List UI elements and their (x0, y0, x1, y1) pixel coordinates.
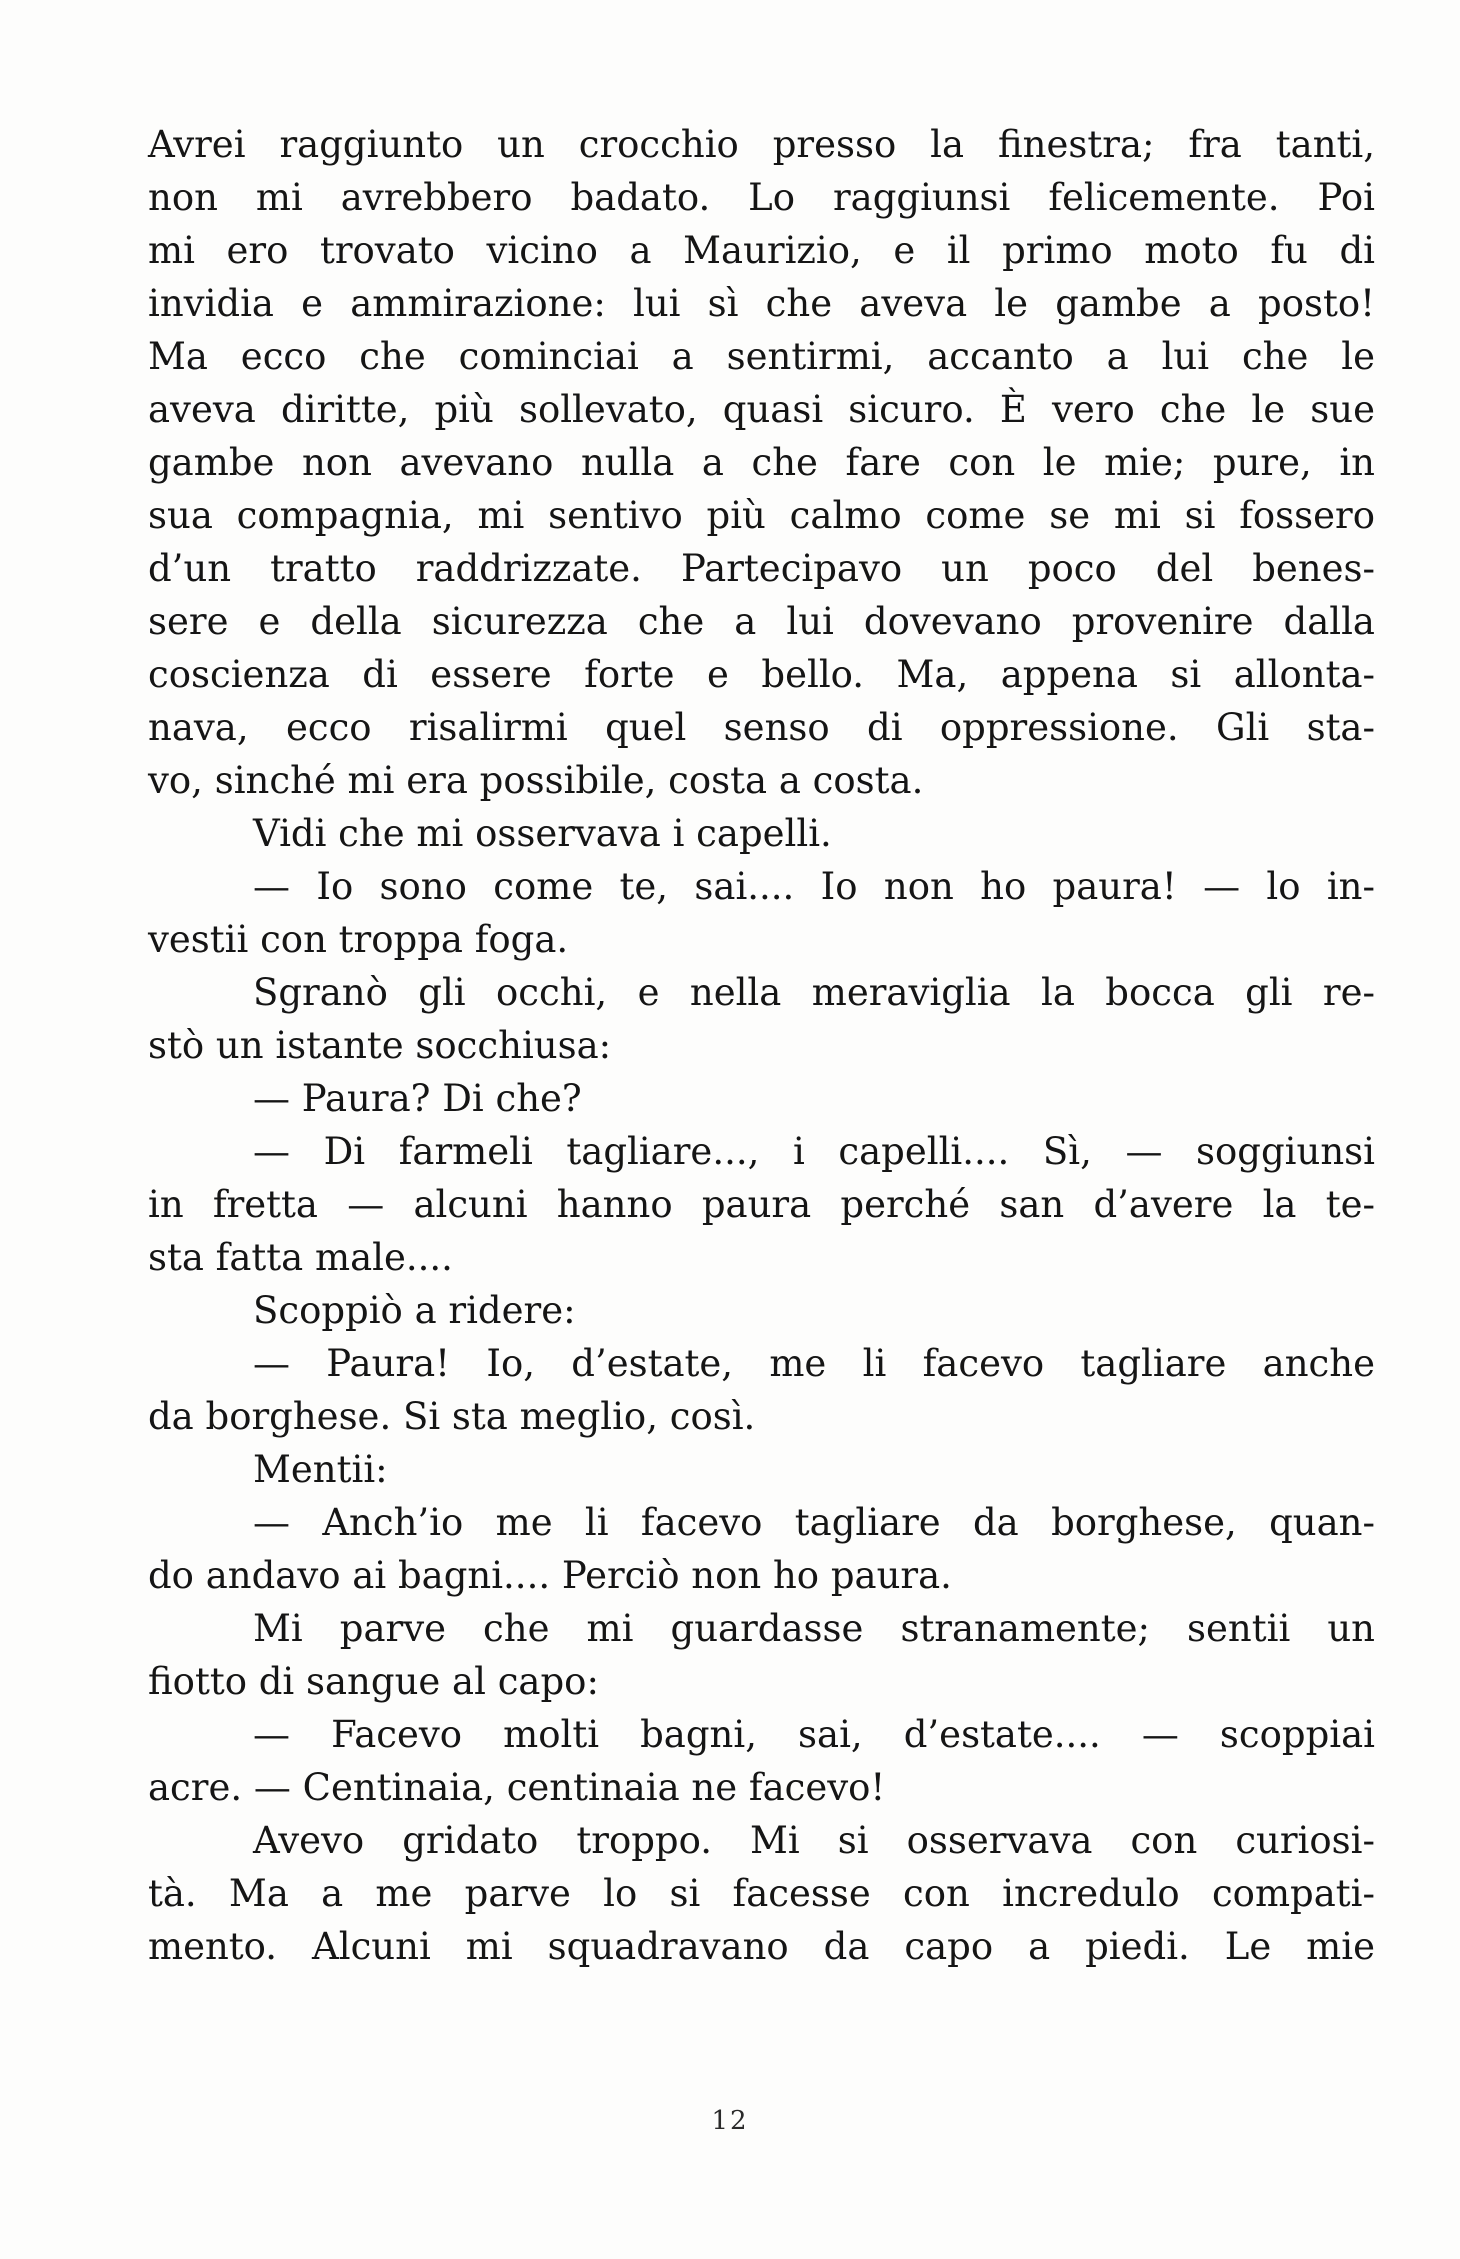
text-line: Scoppiò a ridere: (253, 1289, 576, 1332)
text-line: mento. Alcuni mi squadravano da capo a piedi. Le mie (148, 1925, 1375, 1968)
text-line: — Anch’io me li facevo tagliare da borghese, quan- (253, 1501, 1375, 1544)
text-line: da borghese. Si sta meglio, così. (148, 1395, 756, 1438)
body-text (148, 118, 1375, 1973)
text-line: coscienza di essere forte e bello. Ma, appena si allonta- (148, 653, 1375, 696)
text-line: vo, sinché mi era possibile, costa a costa. (148, 759, 924, 802)
text-line: Ma ecco che cominciai a sentirmi, accanto a lui che le (148, 335, 1375, 378)
text-line: sta fatta male.... (148, 1236, 453, 1279)
text-line: stò un istante socchiusa: (148, 1024, 612, 1067)
text-line: Avevo gridato troppo. Mi si osservava con curiosi- (253, 1819, 1375, 1862)
text-line: Mi parve che mi guardasse stranamente; sentii un (253, 1607, 1375, 1650)
text-line: nava, ecco risalirmi quel senso di oppressione. Gli sta- (148, 706, 1375, 749)
text-line: Sgranò gli occhi, e nella meraviglia la bocca gli re- (253, 971, 1375, 1014)
text-line: Mentii: (253, 1448, 388, 1491)
text-line: d’un tratto raddrizzate. Partecipavo un poco del benes- (148, 547, 1375, 590)
text-line: invidia e ammirazione: lui sì che aveva le gambe a posto! (148, 282, 1375, 325)
text-line: fiotto di sangue al capo: (148, 1660, 599, 1703)
text-line: tà. Ma a me parve lo si facesse con incredulo compati- (148, 1872, 1375, 1915)
text-line: gambe non avevano nulla a che fare con le mie; pure, in (148, 441, 1375, 484)
text-line: do andavo ai bagni.... Perciò non ho paura. (148, 1554, 952, 1597)
text-line: sere e della sicurezza che a lui dovevano provenire dalla (148, 600, 1375, 643)
text-line: vestii con troppa foga. (148, 918, 569, 961)
text-line: — Paura? Di che? (253, 1077, 582, 1120)
text-line: non mi avrebbero badato. Lo raggiunsi felicemente. Poi (148, 176, 1375, 219)
text-line: — Paura! Io, d’estate, me li facevo tagliare anche (253, 1342, 1375, 1385)
text-line: Vidi che mi osservava i capelli. (253, 812, 832, 855)
text-line: — Facevo molti bagni, sai, d’estate.... — scoppiai (253, 1713, 1375, 1756)
text-line: Avrei raggiunto un crocchio presso la finestra; fra tanti, (148, 123, 1375, 166)
text-line: — Io sono come te, sai.... Io non ho paura! — lo in- (253, 865, 1375, 908)
text-line: mi ero trovato vicino a Maurizio, e il primo moto fu di (148, 229, 1375, 272)
page-number: 12 (711, 2106, 749, 2136)
text-line: acre. — Centinaia, centinaia ne facevo! (148, 1766, 886, 1809)
text-line: aveva diritte, più sollevato, quasi sicuro. È vero che le sue (148, 388, 1375, 431)
text-line: in fretta — alcuni hanno paura perché san d’avere la te- (148, 1183, 1375, 1226)
text-line: sua compagnia, mi sentivo più calmo come se mi si fossero (148, 494, 1375, 537)
text-line: — Di farmeli tagliare..., i capelli.... Sì, — soggiunsi (253, 1130, 1375, 1173)
